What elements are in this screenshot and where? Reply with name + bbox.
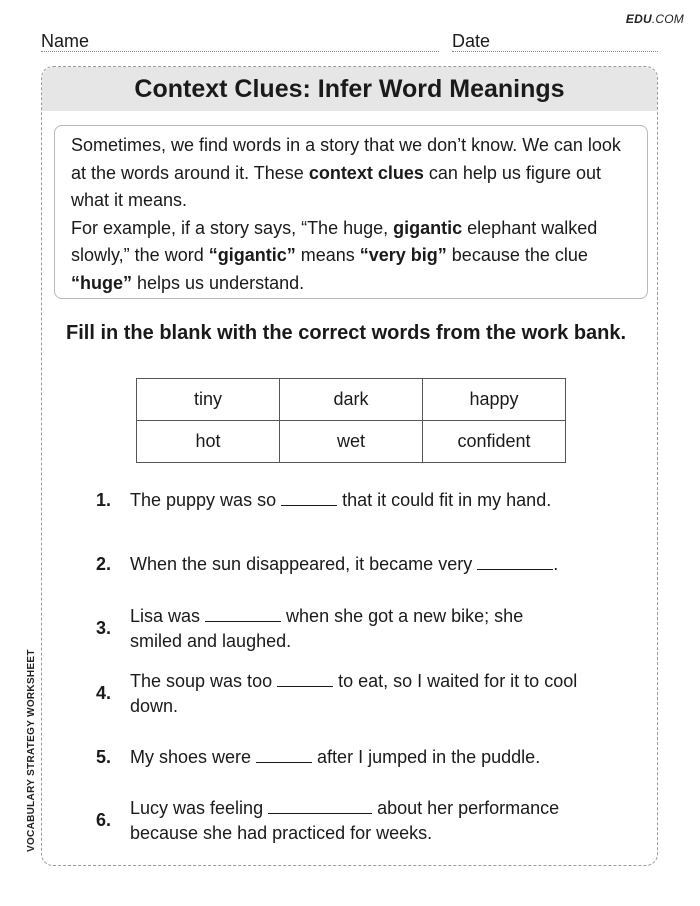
title-bar (42, 67, 657, 111)
word-bank-row (137, 421, 566, 463)
name-label: Name (41, 31, 90, 51)
question-number: 1. (96, 490, 112, 510)
intro-bold-term: “huge” (71, 272, 132, 293)
brand-logo-suffix: .COM (651, 12, 684, 26)
question-text-part: after I jumped in the puddle. (312, 747, 541, 767)
question-4 (96, 669, 616, 719)
worksheet-frame (41, 66, 658, 866)
intro-paragraph-1 (71, 132, 633, 215)
worksheet-title: Context Clues: Infer Word Meanings (134, 74, 565, 103)
answer-blank[interactable] (205, 604, 281, 622)
question-6 (96, 796, 616, 846)
intro-text: helps us understand. (132, 272, 305, 293)
question-text-part: to eat, so I waited for it to cool down. (130, 671, 578, 716)
question-text-part: The puppy was so (130, 490, 282, 510)
intro-text: For example, if a story says, “The huge, (71, 217, 394, 238)
name-field[interactable] (41, 51, 439, 52)
intro-bold-term: “gigantic” (208, 245, 296, 265)
word-bank-row (137, 379, 566, 421)
answer-blank[interactable] (281, 488, 337, 506)
question-text (130, 669, 600, 719)
question-text-part: when she got a new bike; she smiled and laughed. (130, 606, 524, 651)
side-label: VOCABULARY STRATEGY WORKSHEET (26, 649, 37, 852)
intro-text: means (295, 245, 360, 265)
question-number: 4. (96, 683, 112, 703)
question-number: 5. (96, 747, 112, 767)
intro-bold-term: “very big” (359, 245, 447, 265)
question-text-part: about her performance because she had practiced for weeks. (130, 798, 560, 843)
question-5 (96, 745, 616, 770)
intro-box (54, 125, 648, 299)
date-label: Date (452, 31, 491, 51)
brand-logo (626, 12, 684, 26)
question-number: 6. (96, 810, 112, 830)
intro-bold-term: context clues (308, 162, 424, 183)
question-text (130, 604, 570, 654)
word-bank-cell: wet (280, 421, 423, 463)
question-text-part: Lucy was feeling (130, 798, 269, 818)
question-3 (96, 604, 616, 654)
question-text-part: Lisa was (130, 606, 206, 626)
question-text-part: that it could fit in my hand. (337, 490, 552, 510)
question-text-part: My shoes were (130, 747, 257, 767)
intro-paragraph-2 (71, 215, 633, 298)
question-text (130, 552, 620, 577)
word-bank-cell: tiny (137, 379, 280, 421)
answer-blank[interactable] (268, 796, 372, 814)
question-text (130, 488, 620, 513)
word-bank-cell: hot (137, 421, 280, 463)
question-text-part: . (553, 554, 559, 574)
intro-text: Sometimes, we find words in a story that we don’t know. We can look at the words around it. These (71, 135, 621, 183)
intro-bold-term: gigantic (393, 217, 463, 238)
name-date-row (41, 31, 658, 55)
question-number: 2. (96, 554, 112, 574)
question-2 (96, 552, 616, 577)
intro-text: elephant walked slowly,” the word (71, 217, 598, 265)
question-text-part: When the sun disappeared, it became very (130, 554, 478, 574)
question-text (130, 796, 620, 846)
intro-text: can help us figure out what it means. (71, 162, 601, 210)
question-1 (96, 488, 616, 513)
word-bank-cell: confident (423, 421, 566, 463)
word-bank-table (136, 378, 566, 463)
question-text-part: The soup was too (130, 671, 278, 691)
date-field[interactable] (452, 51, 658, 52)
word-bank-cell: dark (280, 379, 423, 421)
answer-blank[interactable] (277, 669, 333, 687)
question-number: 3. (96, 618, 112, 638)
word-bank-cell: happy (423, 379, 566, 421)
brand-logo-bold: EDU (625, 12, 652, 26)
question-text (130, 745, 620, 770)
intro-text: because the clue (446, 245, 588, 265)
instruction-heading: Fill in the blank with the correct words from the work bank. (66, 322, 627, 344)
answer-blank[interactable] (477, 552, 553, 570)
answer-blank[interactable] (256, 745, 312, 763)
